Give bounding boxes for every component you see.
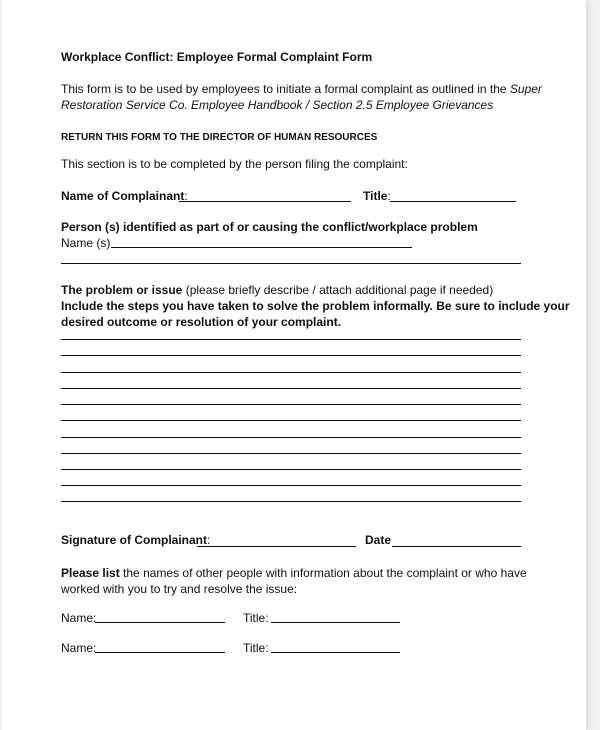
other-name-label-2: Name: [61,641,97,655]
problem-line-1[interactable] [61,339,521,340]
intro-text: This form is to be used by employees to initiate a formal complaint as outlined in the [61,82,510,96]
other-title-field-2[interactable] [271,652,400,653]
other-name-field-2[interactable] [95,652,225,653]
names-field-extra[interactable] [61,263,521,264]
complainant-label: Name of Complainant: [61,189,188,203]
problem-line-7[interactable] [61,437,521,438]
names-field[interactable] [111,247,412,248]
return-notice: RETURN THIS FORM TO THE DIRECTOR OF HUMAN RESOURCES [61,132,378,143]
names-label: Name (s) [61,236,111,250]
problem-line-4[interactable] [61,388,521,389]
problem-line [61,283,493,298]
section-note: This section is to be completed by the person filing the complaint: [61,157,408,171]
signature-label: Signature of Complainant: [61,533,211,547]
other-name-label-1: Name: [61,611,97,625]
problem-line-8[interactable] [61,453,521,454]
document-page [2,0,587,730]
intro-line-1 [61,82,542,97]
form-title: Workplace Conflict: Employee Formal Complaint Form [61,50,373,64]
please-list-line-2: worked with you to try and resolve the issue: [61,582,298,596]
problem-description: (please briefly describe / attach additional page if needed) [182,283,494,297]
please-list-line-1 [61,566,527,581]
please-list-text: the names of other people with information about the complaint or who have [119,566,527,580]
problem-line-6[interactable] [61,420,521,421]
other-title-label-2: Title: [243,641,269,655]
problem-line-11[interactable] [61,501,521,502]
steps-line-1: Include the steps you have taken to solve the problem informally. Be sure to include your [61,299,570,313]
signature-field[interactable] [197,546,356,547]
title-label: Title: [363,189,391,203]
problem-line-9[interactable] [61,469,521,470]
persons-heading: Person (s) identified as part of or causing the conflict/workplace problem [61,220,478,234]
steps-line-2: desired outcome or resolution of your complaint. [61,315,342,329]
problem-line-3[interactable] [61,372,521,373]
other-name-field-1[interactable] [95,622,225,623]
intro-italic-text: Super [509,82,542,96]
please-list-label: Please list [61,566,120,580]
problem-line-2[interactable] [61,355,521,356]
other-title-label-1: Title: [243,611,269,625]
intro-line-2: Restoration Service Co. Employee Handbook / Section 2.5 Employee Grievances [61,98,494,112]
problem-line-10[interactable] [61,485,521,486]
date-label: Date [365,533,392,547]
other-title-field-1[interactable] [271,622,400,623]
complainant-name-field[interactable] [179,201,351,202]
complainant-title-field[interactable] [390,201,516,202]
problem-line-5[interactable] [61,404,521,405]
problem-label: The problem or issue [61,283,183,297]
date-field[interactable] [392,546,521,547]
